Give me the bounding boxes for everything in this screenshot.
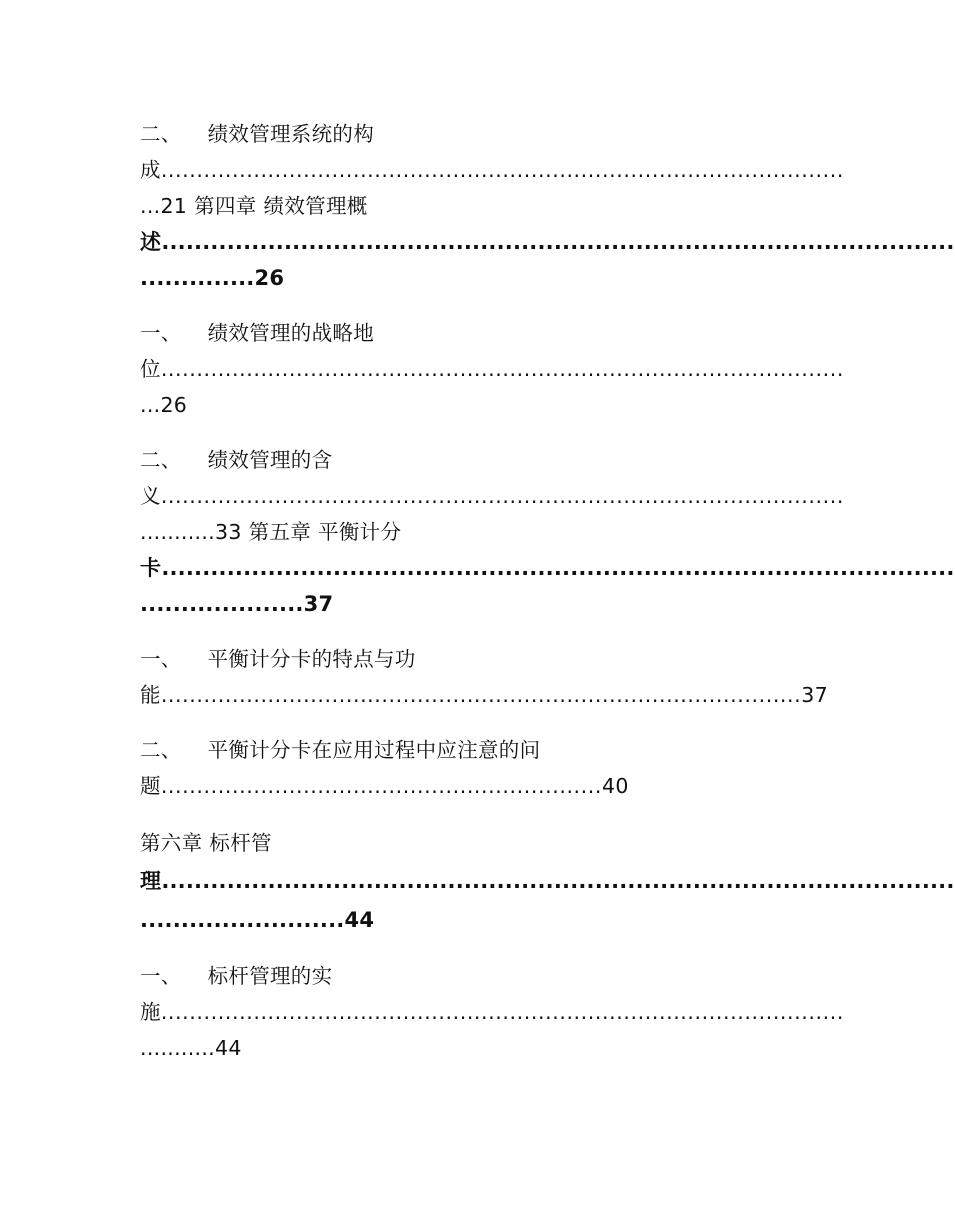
toc-chapter-leader-line [140,863,955,899]
leader-dots: ................................................................................................. [161,230,955,254]
leader-dots: ......................... [140,908,345,932]
chapter-title: 平衡计分 [318,520,402,544]
leader-dots: ................................................................................................. [161,869,955,893]
toc-entry-number: 二、 [140,738,182,762]
toc-entry-line [140,116,374,152]
toc-entry-title: 绩效管理的含 [207,448,333,472]
toc-chapter-leader-line [140,224,955,260]
toc-leader-line [140,152,844,188]
toc-entry-title: 绩效管理的战略地 [207,321,375,345]
toc-page-number: 40 [602,774,629,798]
toc-entry-line [140,442,332,478]
toc-chapter-leader-line [140,550,955,586]
toc-entry-number: 二、 [140,122,182,146]
toc-entry-title-end: 能 [140,683,161,707]
chapter-page-number: 26 [254,266,285,290]
toc-entry-number: 一、 [140,647,182,671]
chapter-label: 第六章 [140,831,203,855]
chapter-label: 第四章 [194,194,257,218]
toc-chapter-page-line [140,902,374,938]
chapter-title-end: 述 [140,230,162,254]
toc-leader-line [140,768,629,804]
toc-page-number: ...........33 [140,520,242,544]
chapter-title-end: 卡 [140,556,162,580]
toc-entry-line [140,732,540,768]
toc-leader-line [140,677,828,713]
leader-dots: ................................................................................................ [160,357,844,381]
toc-leader-line [140,478,844,514]
leader-dots: .............................................................. [160,774,603,798]
leader-dots: ................................................................................................ [160,484,844,508]
toc-page-number: ...21 [140,194,188,218]
chapter-title: 绩效管理概 [263,194,368,218]
toc-page-line [140,188,368,224]
leader-dots: ................................................................................................ [160,158,844,182]
toc-page-line [140,514,401,550]
toc-chapter-page-line [140,586,333,622]
toc-entry-number: 一、 [140,964,182,988]
toc-chapter-page-line [140,260,284,296]
toc-entry-title: 标杆管理的实 [207,964,333,988]
leader-dots: .......................................................................................... [160,683,802,707]
toc-page-number: ...........44 [140,1036,242,1060]
toc-chapter-line [140,825,272,861]
chapter-label: 第五章 [248,520,312,544]
toc-entry-title: 绩效管理系统的构 [207,122,375,146]
toc-entry-line [140,641,416,677]
toc-entry-title: 平衡计分卡的特点与功 [207,647,416,671]
toc-entry-line [140,315,374,351]
toc-page-line [140,1030,242,1066]
chapter-title: 标杆管 [209,831,272,855]
toc-entry-title-end: 义 [140,484,161,508]
leader-dots: ................................................................................................ [160,1000,844,1024]
toc-page-number: 37 [801,683,828,707]
toc-entry-title-end: 位 [140,357,161,381]
toc-entry-number: 二、 [140,448,182,472]
leader-dots: .................... [140,592,304,616]
toc-entry-title-end: 成 [140,158,161,182]
toc-leader-line [140,994,844,1030]
toc-entry-number: 一、 [140,321,182,345]
toc-leader-line [140,351,844,387]
toc-entry-title-end: 施 [140,1000,161,1024]
toc-page-number: ...26 [140,393,188,417]
chapter-page-number: 37 [303,592,334,616]
toc-entry-title: 平衡计分卡在应用过程中应注意的问 [207,738,541,762]
leader-dots: .............. [140,266,255,290]
chapter-page-number: 44 [344,908,375,932]
toc-entry-title-end: 题 [140,774,161,798]
toc-page-line [140,387,187,423]
toc-entry-line [140,958,332,994]
chapter-title-end: 理 [140,869,162,893]
leader-dots: ................................................................................................. [161,556,955,580]
